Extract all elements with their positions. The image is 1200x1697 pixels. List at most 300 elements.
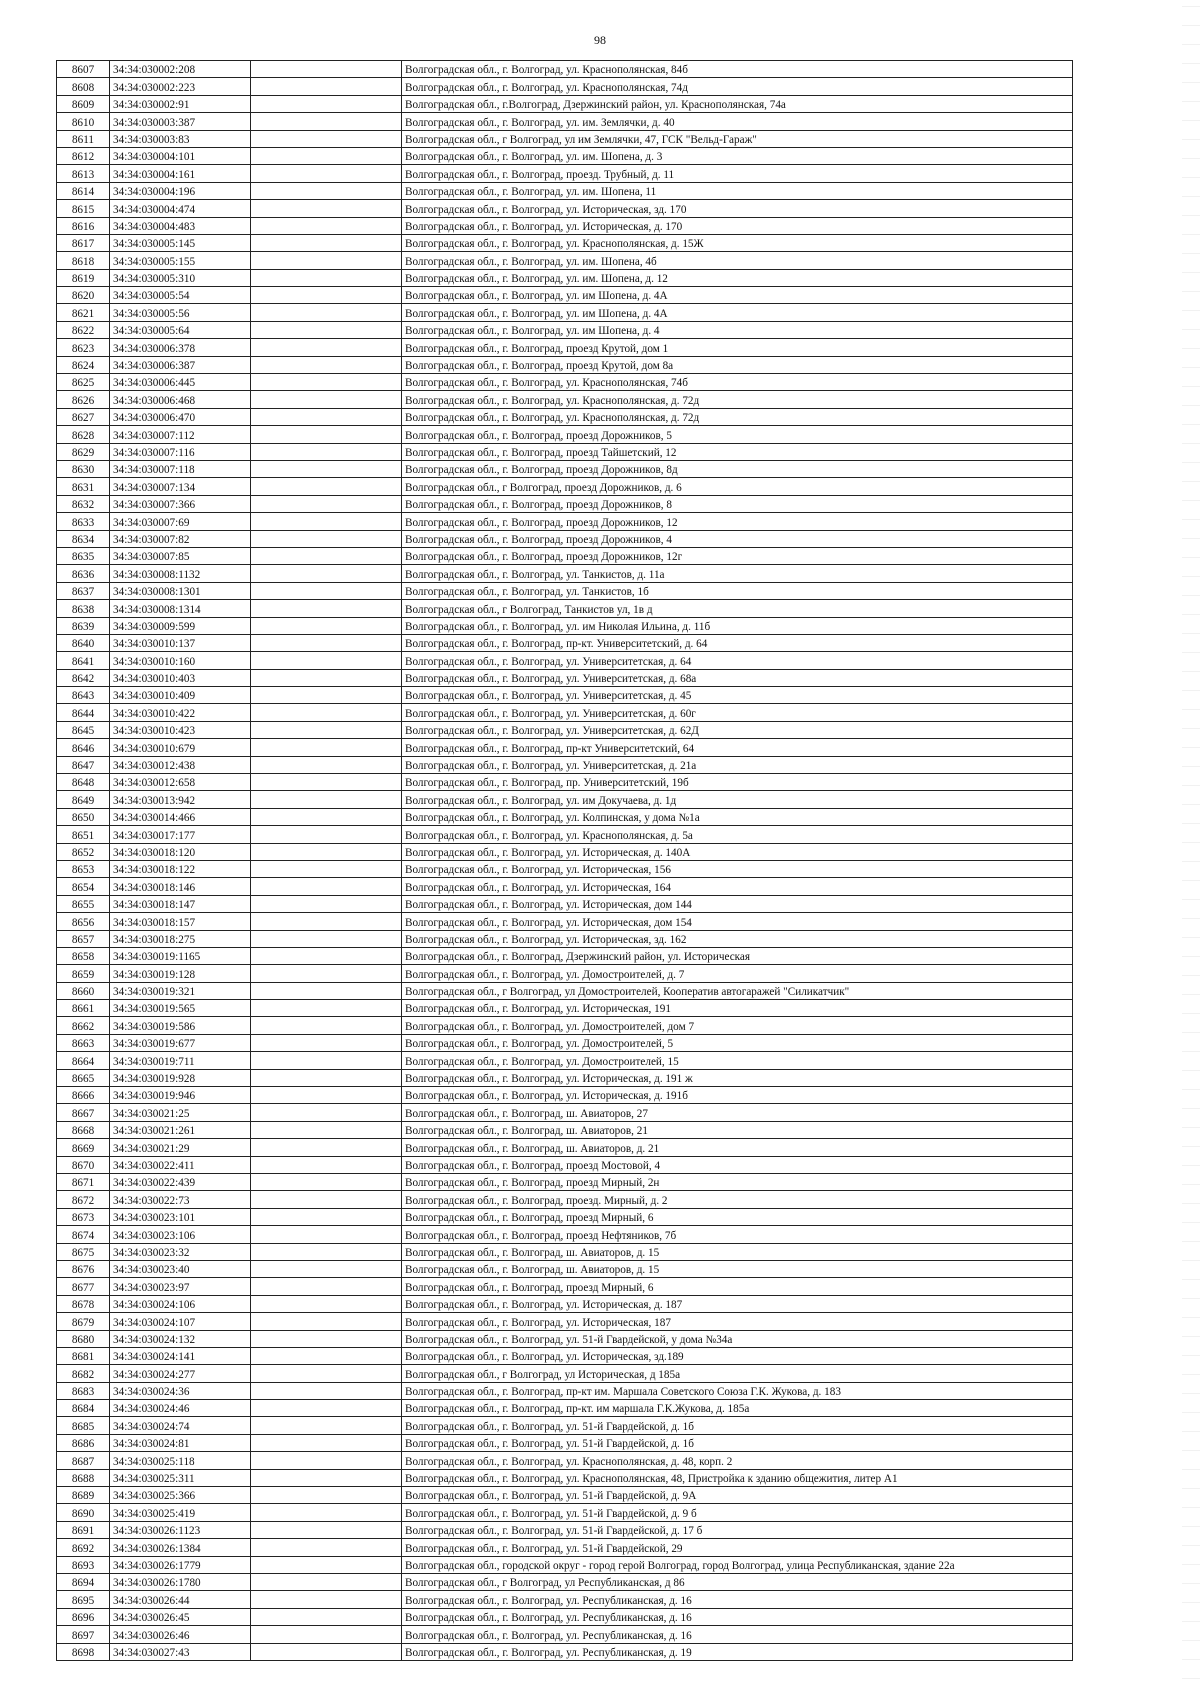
table-row (57, 1295, 1073, 1312)
address: Волгоградская обл., г. Волгоград, ул. Университетская, д. 21а (402, 756, 1073, 773)
table-row (57, 547, 1073, 564)
table-row (57, 304, 1073, 321)
row-number: 8654 (57, 878, 110, 895)
blank-cell (251, 1278, 402, 1295)
row-number: 8687 (57, 1452, 110, 1469)
row-number: 8680 (57, 1330, 110, 1347)
cadastral-number: 34:34:030010:160 (110, 652, 251, 669)
blank-cell (251, 147, 402, 164)
cadastral-number: 34:34:030024:132 (110, 1330, 251, 1347)
address: Волгоградская обл., г. Волгоград, ул. Историческая, д. 140А (402, 843, 1073, 860)
table-row (57, 460, 1073, 477)
blank-cell (251, 1208, 402, 1225)
row-number: 8661 (57, 1000, 110, 1017)
table-row (57, 1069, 1073, 1086)
address: Волгоградская обл., г. Волгоград, ул. Домостроителей, дом 7 (402, 1017, 1073, 1034)
row-number: 8611 (57, 130, 110, 147)
table-row (57, 113, 1073, 130)
table-row (57, 339, 1073, 356)
address: Волгоградская обл., г. Волгоград, ул. им Николая Ильина, д. 11б (402, 617, 1073, 634)
address: Волгоградская обл., г. Волгоград, проезд Дорожников, 8д (402, 460, 1073, 477)
row-number: 8631 (57, 478, 110, 495)
row-number: 8642 (57, 669, 110, 686)
table-row (57, 478, 1073, 495)
cadastral-number: 34:34:030026:45 (110, 1608, 251, 1625)
row-number: 8691 (57, 1521, 110, 1538)
table-row (57, 408, 1073, 425)
table-row (57, 808, 1073, 825)
cadastral-number: 34:34:030019:711 (110, 1052, 251, 1069)
row-number: 8612 (57, 147, 110, 164)
row-number: 8673 (57, 1208, 110, 1225)
page-number: 98 (594, 33, 606, 47)
address: Волгоградская обл., г. Волгоград, Дзержинский район, ул. Историческая (402, 947, 1073, 964)
cadastral-number: 34:34:030012:658 (110, 774, 251, 791)
blank-cell (251, 1521, 402, 1538)
address: Волгоградская обл., г. Волгоград, ул. Краснополянская, 84б (402, 61, 1073, 78)
address: Волгоградская обл., г. Волгоград, ул. Историческая, д. 170 (402, 217, 1073, 234)
table-row (57, 78, 1073, 95)
row-number: 8693 (57, 1556, 110, 1573)
blank-cell (251, 1417, 402, 1434)
row-number: 8629 (57, 443, 110, 460)
cadastral-number: 34:34:030024:107 (110, 1313, 251, 1330)
row-number: 8679 (57, 1313, 110, 1330)
cadastral-number: 34:34:030019:586 (110, 1017, 251, 1034)
table-row (57, 1382, 1073, 1399)
table-row (57, 1260, 1073, 1277)
row-number: 8643 (57, 687, 110, 704)
address: Волгоградская обл., г. Волгоград, проезд Дорожников, 8 (402, 495, 1073, 512)
cadastral-number: 34:34:030018:147 (110, 895, 251, 912)
row-number: 8639 (57, 617, 110, 634)
blank-cell (251, 460, 402, 477)
cadastral-number: 34:34:030021:261 (110, 1121, 251, 1138)
blank-cell (251, 1034, 402, 1051)
cadastral-number: 34:34:030023:106 (110, 1226, 251, 1243)
address: Волгоградская обл., г. Волгоград, ул. 51-й Гвардейской, д. 9А (402, 1487, 1073, 1504)
cadastral-number: 34:34:030023:101 (110, 1208, 251, 1225)
table-row (57, 634, 1073, 651)
blank-cell (251, 408, 402, 425)
row-number: 8683 (57, 1382, 110, 1399)
row-number: 8653 (57, 860, 110, 877)
blank-cell (251, 843, 402, 860)
cadastral-number: 34:34:030003:83 (110, 130, 251, 147)
cadastral-number: 34:34:030026:1779 (110, 1556, 251, 1573)
blank-cell (251, 478, 402, 495)
cadastral-number: 34:34:030019:946 (110, 1087, 251, 1104)
cadastral-number: 34:34:030018:120 (110, 843, 251, 860)
blank-cell (251, 304, 402, 321)
cadastral-number: 34:34:030023:97 (110, 1278, 251, 1295)
row-number: 8688 (57, 1469, 110, 1486)
table-row (57, 1226, 1073, 1243)
table-row (57, 1469, 1073, 1486)
cadastral-number: 34:34:030021:25 (110, 1104, 251, 1121)
blank-cell (251, 634, 402, 651)
row-number: 8696 (57, 1608, 110, 1625)
address: Волгоградская обл., г. Волгоград, ул. им. Шопена, д. 12 (402, 269, 1073, 286)
table-row (57, 965, 1073, 982)
cadastral-number: 34:34:030018:146 (110, 878, 251, 895)
row-number: 8669 (57, 1139, 110, 1156)
row-number: 8692 (57, 1539, 110, 1556)
row-number: 8620 (57, 287, 110, 304)
address: Волгоградская обл., г. Волгоград, ул. Историческая, 164 (402, 878, 1073, 895)
cadastral-number: 34:34:030008:1314 (110, 600, 251, 617)
row-number: 8623 (57, 339, 110, 356)
blank-cell (251, 1069, 402, 1086)
cadastral-number: 34:34:030007:116 (110, 443, 251, 460)
address: Волгоградская обл., г. Волгоград, проезд Тайшетский, 12 (402, 443, 1073, 460)
row-number: 8678 (57, 1295, 110, 1312)
address: Волгоградская обл., г. Волгоград, ул. Историческая, зд.189 (402, 1347, 1073, 1364)
cadastral-number: 34:34:030010:679 (110, 739, 251, 756)
table-row (57, 1174, 1073, 1191)
row-number: 8633 (57, 513, 110, 530)
table-row (57, 1608, 1073, 1625)
blank-cell (251, 165, 402, 182)
cadastral-number: 34:34:030019:565 (110, 1000, 251, 1017)
address: Волгоградская обл., г. Волгоград, ул. Университетская, д. 62Д (402, 721, 1073, 738)
table-row (57, 582, 1073, 599)
cadastral-number: 34:34:030023:32 (110, 1243, 251, 1260)
table-row (57, 1591, 1073, 1608)
blank-cell (251, 1487, 402, 1504)
blank-cell (251, 287, 402, 304)
address: Волгоградская обл., г. Волгоград, ул. Танкистов, 1б (402, 582, 1073, 599)
table-row (57, 1121, 1073, 1138)
cadastral-number: 34:34:030019:928 (110, 1069, 251, 1086)
table-row (57, 704, 1073, 721)
blank-cell (251, 756, 402, 773)
cadastral-number: 34:34:030005:54 (110, 287, 251, 304)
address: Волгоградская обл., г. Волгоград, проезд Дорожников, 5 (402, 426, 1073, 443)
address: Волгоградская обл., г. Волгоград, проезд Крутой, дом 8а (402, 356, 1073, 373)
address: Волгоградская обл., г. Волгоград, ул. Историческая, дом 154 (402, 913, 1073, 930)
address: Волгоградская обл., г. Волгоград, ул. 51-й Гвардейской, у дома №34а (402, 1330, 1073, 1347)
row-number: 8621 (57, 304, 110, 321)
row-number: 8697 (57, 1626, 110, 1643)
table-row (57, 217, 1073, 234)
blank-cell (251, 600, 402, 617)
address: Волгоградская обл., г. Волгоград, ул. Историческая, зд. 162 (402, 930, 1073, 947)
cadastral-number: 34:34:030002:208 (110, 61, 251, 78)
address: Волгоградская обл., г. Волгоград, ул. Республиканская, д. 16 (402, 1608, 1073, 1625)
row-number: 8667 (57, 1104, 110, 1121)
row-number: 8663 (57, 1034, 110, 1051)
address: Волгоградская обл., г. Волгоград, проезд Дорожников, 12 (402, 513, 1073, 530)
address: Волгоградская обл., г. Волгоград, ш. Авиаторов, д. 15 (402, 1260, 1073, 1277)
blank-cell (251, 826, 402, 843)
cadastral-number: 34:34:030021:29 (110, 1139, 251, 1156)
cadastral-number: 34:34:030007:82 (110, 530, 251, 547)
cadastral-number: 34:34:030005:145 (110, 234, 251, 251)
table-row (57, 1243, 1073, 1260)
cadastral-number: 34:34:030019:677 (110, 1034, 251, 1051)
cadastral-number: 34:34:030004:474 (110, 200, 251, 217)
row-number: 8630 (57, 460, 110, 477)
blank-cell (251, 965, 402, 982)
cadastral-number: 34:34:030010:423 (110, 721, 251, 738)
blank-cell (251, 217, 402, 234)
address: Волгоградская обл., г. Волгоград, проезд Мостовой, 4 (402, 1156, 1073, 1173)
address: Волгоградская обл., г. Волгоград, ул. 51-й Гвардейской, д. 17 б (402, 1521, 1073, 1538)
cadastral-number: 34:34:030024:277 (110, 1365, 251, 1382)
cadastral-number: 34:34:030017:177 (110, 826, 251, 843)
blank-cell (251, 1087, 402, 1104)
table-row (57, 269, 1073, 286)
cadastral-number: 34:34:030006:470 (110, 408, 251, 425)
blank-cell (251, 721, 402, 738)
address: Волгоградская обл., г. Волгоград, проезд Мирный, 6 (402, 1278, 1073, 1295)
cadastral-number: 34:34:030006:468 (110, 391, 251, 408)
table-row (57, 1573, 1073, 1590)
table-row (57, 843, 1073, 860)
address: Волгоградская обл., г. Волгоград, проезд Дорожников, 12г (402, 547, 1073, 564)
table-row (57, 739, 1073, 756)
table-row (57, 1208, 1073, 1225)
blank-cell (251, 547, 402, 564)
table-row (57, 565, 1073, 582)
blank-cell (251, 1591, 402, 1608)
address: Волгоградская обл., г. Волгоград, пр-кт Университетский, 64 (402, 739, 1073, 756)
row-number: 8668 (57, 1121, 110, 1138)
table-row (57, 1330, 1073, 1347)
row-number: 8676 (57, 1260, 110, 1277)
blank-cell (251, 1243, 402, 1260)
table-row (57, 1052, 1073, 1069)
blank-cell (251, 234, 402, 251)
blank-cell (251, 321, 402, 338)
table-row (57, 443, 1073, 460)
address: Волгоградская обл., г. Волгоград, ул. 51-й Гвардейской, 29 (402, 1539, 1073, 1556)
blank-cell (251, 774, 402, 791)
cadastral-number: 34:34:030003:387 (110, 113, 251, 130)
address: Волгоградская обл., г Волгоград, проезд Дорожников, д. 6 (402, 478, 1073, 495)
address: Волгоградская обл., г. Волгоград, ул. им Шопена, д. 4А (402, 304, 1073, 321)
blank-cell (251, 687, 402, 704)
row-number: 8662 (57, 1017, 110, 1034)
cadastral-number: 34:34:030012:438 (110, 756, 251, 773)
address: Волгоградская обл., г. Волгоград, ул. Танкистов, д. 11а (402, 565, 1073, 582)
cadastral-number: 34:34:030004:196 (110, 182, 251, 199)
address: Волгоградская обл., г. Волгоград, ул. Историческая, д. 191 ж (402, 1069, 1073, 1086)
row-number: 8660 (57, 982, 110, 999)
address: Волгоградская обл., г. Волгоград, ул. Домостроителей, 5 (402, 1034, 1073, 1051)
blank-cell (251, 1156, 402, 1173)
row-number: 8671 (57, 1174, 110, 1191)
row-number: 8677 (57, 1278, 110, 1295)
blank-cell (251, 252, 402, 269)
row-number: 8656 (57, 913, 110, 930)
table-row (57, 1365, 1073, 1382)
row-number: 8614 (57, 182, 110, 199)
address: Волгоградская обл., г. Волгоград, ул. Краснополянская, 48, Пристройка к зданию общежития, литер А1 (402, 1469, 1073, 1486)
blank-cell (251, 1365, 402, 1382)
blank-cell (251, 913, 402, 930)
blank-cell (251, 513, 402, 530)
blank-cell (251, 130, 402, 147)
address: Волгоградская обл., г. Волгоград, ул. Республиканская, д. 19 (402, 1643, 1073, 1660)
address: Волгоградская обл., г Волгоград, ул Республиканская, д 86 (402, 1573, 1073, 1590)
table-row (57, 1539, 1073, 1556)
table-row (57, 791, 1073, 808)
blank-cell (251, 78, 402, 95)
address: Волгоградская обл., г. Волгоград, ул. им. Шопена, 4б (402, 252, 1073, 269)
table-row (57, 61, 1073, 78)
table-row (57, 356, 1073, 373)
address: Волгоградская обл., г. Волгоград, ул. Домостроителей, д. 7 (402, 965, 1073, 982)
address: Волгоградская обл., г. Волгоград, ул. 51-й Гвардейской, д. 9 б (402, 1504, 1073, 1521)
blank-cell (251, 895, 402, 912)
row-number: 8624 (57, 356, 110, 373)
table-row (57, 1104, 1073, 1121)
row-number: 8686 (57, 1434, 110, 1451)
row-number: 8634 (57, 530, 110, 547)
row-number: 8694 (57, 1573, 110, 1590)
blank-cell (251, 860, 402, 877)
table-row (57, 826, 1073, 843)
table-row (57, 756, 1073, 773)
row-number: 8648 (57, 774, 110, 791)
address: Волгоградская обл., г. Волгоград, пр-кт им. Маршала Советского Союза Г.К. Жукова, д. 183 (402, 1382, 1073, 1399)
address: Волгоградская обл., г Волгоград, ул Домостроителей, Кооператив автогаражей "Силикатчик" (402, 982, 1073, 999)
blank-cell (251, 582, 402, 599)
blank-cell (251, 182, 402, 199)
row-number: 8613 (57, 165, 110, 182)
row-number: 8659 (57, 965, 110, 982)
row-number: 8651 (57, 826, 110, 843)
table-row (57, 617, 1073, 634)
row-number: 8615 (57, 200, 110, 217)
blank-cell (251, 1347, 402, 1364)
row-number: 8617 (57, 234, 110, 251)
blank-cell (251, 1573, 402, 1590)
row-number: 8666 (57, 1087, 110, 1104)
cadastral-number: 34:34:030024:46 (110, 1400, 251, 1417)
table-row (57, 913, 1073, 930)
row-number: 8607 (57, 61, 110, 78)
blank-cell (251, 200, 402, 217)
blank-cell (251, 669, 402, 686)
table-row (57, 130, 1073, 147)
table-row (57, 1504, 1073, 1521)
address: Волгоградская обл., г. Волгоград, ул. Краснополянская, д. 72д (402, 408, 1073, 425)
blank-cell (251, 947, 402, 964)
blank-cell (251, 1330, 402, 1347)
row-number: 8695 (57, 1591, 110, 1608)
cadastral-number: 34:34:030026:1780 (110, 1573, 251, 1590)
cadastral-number: 34:34:030007:85 (110, 547, 251, 564)
row-number: 8650 (57, 808, 110, 825)
registry-table (56, 60, 1073, 1661)
row-number: 8690 (57, 1504, 110, 1521)
table-row (57, 1521, 1073, 1538)
address: Волгоградская обл., г. Волгоград, ул. Историческая, 187 (402, 1313, 1073, 1330)
table-row (57, 1347, 1073, 1364)
cadastral-number: 34:34:030009:599 (110, 617, 251, 634)
blank-cell (251, 739, 402, 756)
cadastral-number: 34:34:030005:310 (110, 269, 251, 286)
blank-cell (251, 391, 402, 408)
row-number: 8649 (57, 791, 110, 808)
blank-cell (251, 1643, 402, 1660)
cadastral-number: 34:34:030008:1301 (110, 582, 251, 599)
cadastral-number: 34:34:030005:56 (110, 304, 251, 321)
blank-cell (251, 443, 402, 460)
cadastral-number: 34:34:030010:403 (110, 669, 251, 686)
table-row (57, 652, 1073, 669)
table-row (57, 1278, 1073, 1295)
blank-cell (251, 1174, 402, 1191)
row-number: 8665 (57, 1069, 110, 1086)
address: Волгоградская обл., г. Волгоград, ул. Историческая, 156 (402, 860, 1073, 877)
scan-edge-artifact (1182, 0, 1200, 1697)
address: Волгоградская обл., г. Волгоград, ул. Историческая, д. 191б (402, 1087, 1073, 1104)
cadastral-number: 34:34:030005:64 (110, 321, 251, 338)
cadastral-number: 34:34:030024:81 (110, 1434, 251, 1451)
table-row (57, 1156, 1073, 1173)
table-row (57, 1452, 1073, 1469)
cadastral-number: 34:34:030024:74 (110, 1417, 251, 1434)
cadastral-number: 34:34:030013:942 (110, 791, 251, 808)
table-row (57, 182, 1073, 199)
row-number: 8644 (57, 704, 110, 721)
table-row (57, 1139, 1073, 1156)
address: Волгоградская обл., г. Волгоград, ул. им Шопена, д. 4А (402, 287, 1073, 304)
table-row (57, 1434, 1073, 1451)
address: Волгоградская обл., г. Волгоград, проезд Нефтяников, 7б (402, 1226, 1073, 1243)
cadastral-number: 34:34:030018:122 (110, 860, 251, 877)
address: Волгоградская обл., г Волгоград, Танкистов ул, 1в д (402, 600, 1073, 617)
table-row (57, 1313, 1073, 1330)
cadastral-number: 34:34:030006:445 (110, 374, 251, 391)
address: Волгоградская обл., г. Волгоград, ул. Краснополянская, 74д (402, 78, 1073, 95)
cadastral-number: 34:34:030027:43 (110, 1643, 251, 1660)
address: Волгоградская обл., г. Волгоград, ул. Краснополянская, д. 5а (402, 826, 1073, 843)
address: Волгоградская обл., г Волгоград, ул Историческая, д 185а (402, 1365, 1073, 1382)
address: Волгоградская обл., г.Волгоград, Дзержинский район, ул. Краснополянская, 74а (402, 95, 1073, 112)
cadastral-number: 34:34:030007:134 (110, 478, 251, 495)
row-number: 8626 (57, 391, 110, 408)
address: Волгоградская обл., г. Волгоград, ул. им Докучаева, д. 1д (402, 791, 1073, 808)
blank-cell (251, 1191, 402, 1208)
cadastral-number: 34:34:030025:118 (110, 1452, 251, 1469)
blank-cell (251, 1121, 402, 1138)
table-row (57, 600, 1073, 617)
row-number: 8638 (57, 600, 110, 617)
table-row (57, 1400, 1073, 1417)
cadastral-number: 34:34:030026:44 (110, 1591, 251, 1608)
row-number: 8657 (57, 930, 110, 947)
table-row (57, 252, 1073, 269)
cadastral-number: 34:34:030010:409 (110, 687, 251, 704)
cadastral-number: 34:34:030007:69 (110, 513, 251, 530)
cadastral-number: 34:34:030007:366 (110, 495, 251, 512)
table-row (57, 947, 1073, 964)
address: Волгоградская обл., г. Волгоград, ул. Университетская, д. 68а (402, 669, 1073, 686)
blank-cell (251, 1052, 402, 1069)
cadastral-number: 34:34:030022:439 (110, 1174, 251, 1191)
row-number: 8658 (57, 947, 110, 964)
row-number: 8664 (57, 1052, 110, 1069)
blank-cell (251, 1295, 402, 1312)
cadastral-number: 34:34:030002:91 (110, 95, 251, 112)
address: Волгоградская обл., городской округ - город герой Волгоград, город Волгоград, улица Республиканская, здание 22а (402, 1556, 1073, 1573)
address: Волгоградская обл., г. Волгоград, пр-кт. Университетский, д. 64 (402, 634, 1073, 651)
